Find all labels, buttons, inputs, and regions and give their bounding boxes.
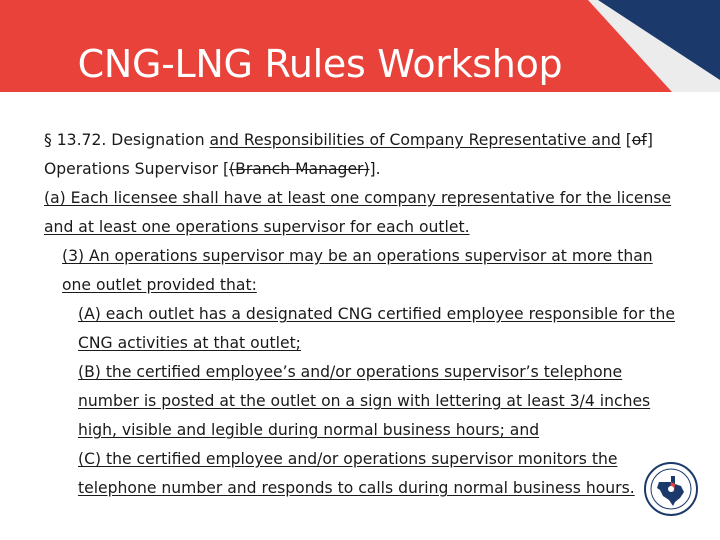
heading-deleted-branch-manager: (Branch Manager) — [229, 160, 370, 178]
rule-heading — [44, 126, 684, 184]
texas-seal-icon — [644, 462, 698, 516]
paragraph-A: (A) each outlet has a designated CNG certified employee responsible for the CNG activities at that outlet; — [78, 305, 675, 352]
rule-text — [44, 126, 684, 503]
heading-bracket-open: [ — [620, 131, 632, 149]
slide-title: CNG-LNG Rules Workshop — [77, 42, 563, 86]
paragraph-3: (3) An operations supervisor may be an operations supervisor at more than one outlet provided that: — [62, 247, 653, 294]
paragraph-a: (a) Each licensee shall have at least one company representative for the license and at least one operations supervisor for each outlet. — [44, 189, 672, 236]
title-banner — [0, 0, 720, 92]
heading-prefix: § 13.72. Designation — [44, 131, 210, 149]
paragraph-C: (C) the certified employee and/or operations supervisor monitors the telephone number and responds to calls during normal business hours. — [78, 450, 635, 497]
heading-line2: ] Operations Supervisor [ — [44, 131, 653, 178]
heading-added-text: and Responsibilities of Company Representative and — [209, 131, 621, 149]
heading-suffix: ]. — [369, 160, 381, 178]
heading-deleted-of: of — [631, 131, 647, 149]
paragraph-B: (B) the certified employee’s and/or operations supervisor’s telephone number is posted at the outlet on a sign with lettering at least 3/4 inches high, visible and legible during normal business hours; and — [78, 363, 651, 439]
